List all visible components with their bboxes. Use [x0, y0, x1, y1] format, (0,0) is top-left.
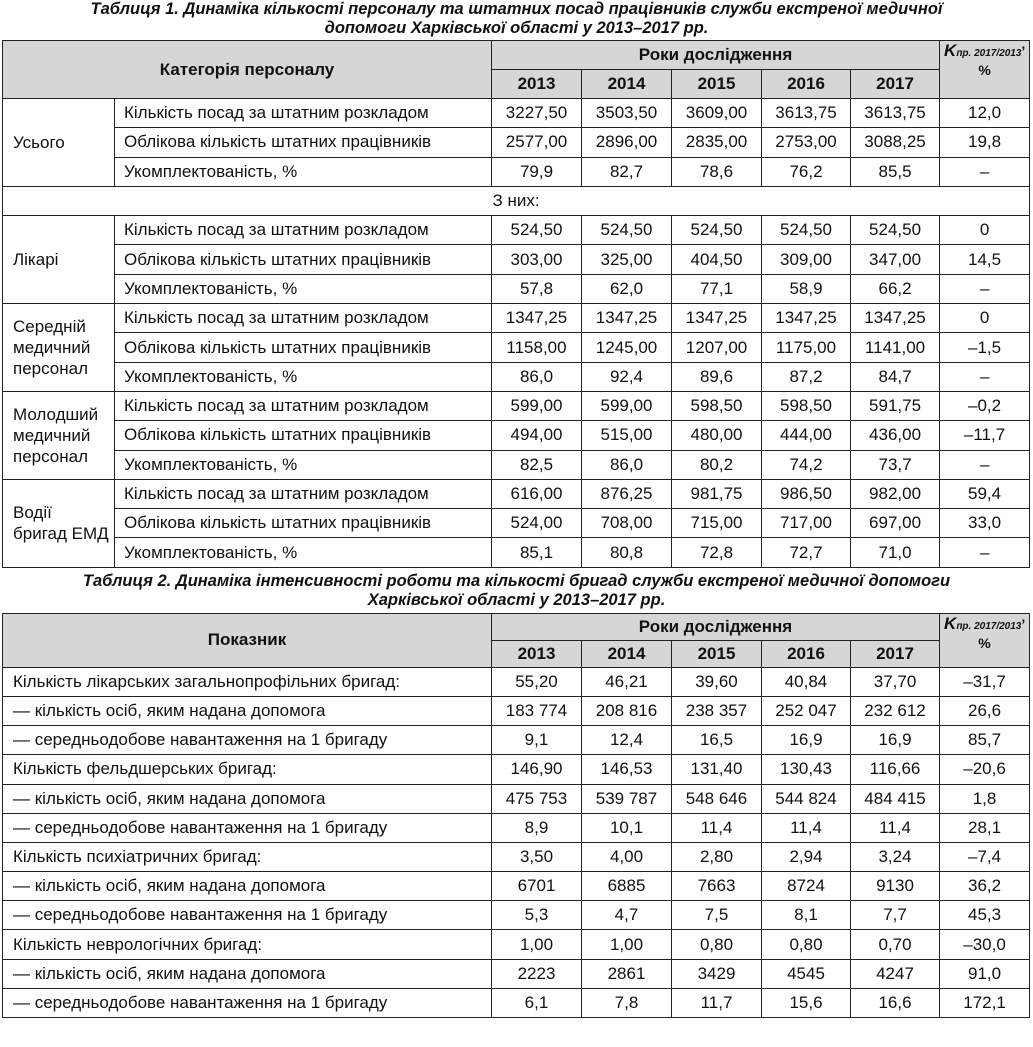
- staff-table: [2, 40, 1030, 568]
- row-label: — середньодобове навантаження на 1 бригаду: [3, 813, 492, 842]
- row-label: Кількість лікарських загальнопрофільних бригад:: [3, 667, 492, 696]
- value-cell: 74,2: [762, 450, 851, 479]
- header-year-2013: 2013: [492, 70, 582, 99]
- value-cell: 232 612: [851, 696, 940, 725]
- value-cell: 4545: [762, 959, 851, 988]
- row-label: Кількість неврологічних бригад:: [3, 930, 492, 959]
- k-cell: 36,2: [940, 872, 1030, 901]
- value-cell: 982,00: [851, 479, 940, 508]
- value-cell: 76,2: [762, 157, 851, 186]
- value-cell: 46,21: [582, 667, 672, 696]
- value-cell: 6701: [492, 872, 582, 901]
- value-cell: 715,00: [672, 509, 762, 538]
- value-cell: 515,00: [582, 421, 672, 450]
- table-row: [3, 667, 1030, 696]
- table1-caption: [0, 0, 1033, 40]
- value-cell: 73,7: [851, 450, 940, 479]
- table-row: [3, 479, 1030, 508]
- value-cell: 7,8: [582, 988, 672, 1017]
- table-row: [3, 333, 1030, 362]
- value-cell: 2861: [582, 959, 672, 988]
- table-row: [3, 959, 1030, 988]
- value-cell: 62,0: [582, 274, 672, 303]
- k-cell: –20,6: [940, 755, 1030, 784]
- value-cell: 146,53: [582, 755, 672, 784]
- value-cell: 444,00: [762, 421, 851, 450]
- header-year-2014: 2014: [582, 640, 672, 667]
- k-cell: 28,1: [940, 813, 1030, 842]
- value-cell: 981,75: [672, 479, 762, 508]
- value-cell: 11,4: [672, 813, 762, 842]
- table1-caption-line1: Таблиця 1. Динаміка кількості персоналу та штатних посад працівників служби екстреної медичної: [90, 0, 943, 18]
- group-name: Усього: [3, 99, 115, 187]
- value-cell: 524,50: [582, 216, 672, 245]
- value-cell: 3088,25: [851, 128, 940, 157]
- staff-table-header: [3, 41, 1030, 99]
- value-cell: 2577,00: [492, 128, 582, 157]
- row-label: Укомплектованість, %: [115, 274, 492, 303]
- value-cell: 5,3: [492, 901, 582, 930]
- value-cell: 238 357: [672, 696, 762, 725]
- value-cell: 539 787: [582, 784, 672, 813]
- value-cell: 11,4: [851, 813, 940, 842]
- value-cell: 78,6: [672, 157, 762, 186]
- value-cell: 6885: [582, 872, 672, 901]
- table-row: [3, 99, 1030, 128]
- table-row: [3, 274, 1030, 303]
- table2-caption: [0, 568, 1033, 613]
- table-row: [3, 421, 1030, 450]
- row-label: Укомплектованість, %: [115, 450, 492, 479]
- value-cell: 252 047: [762, 696, 851, 725]
- table2-caption-line1: Таблиця 2. Динаміка інтенсивності роботи та кількості бригад служби екстреної медичної допомоги: [82, 571, 951, 590]
- value-cell: 72,7: [762, 538, 851, 567]
- value-cell: 616,00: [492, 479, 582, 508]
- value-cell: 116,66: [851, 755, 940, 784]
- value-cell: 524,00: [492, 509, 582, 538]
- value-cell: 3609,00: [672, 99, 762, 128]
- value-cell: 876,25: [582, 479, 672, 508]
- value-cell: 80,2: [672, 450, 762, 479]
- value-cell: 480,00: [672, 421, 762, 450]
- table2-caption-line2: Харківської області у 2013–2017 рр.: [367, 590, 666, 609]
- value-cell: 82,5: [492, 450, 582, 479]
- group-name: Лікарі: [3, 216, 115, 304]
- value-cell: 55,20: [492, 667, 582, 696]
- value-cell: 1347,25: [851, 304, 940, 333]
- group-name: Водії бригад ЕМД: [3, 479, 115, 567]
- value-cell: 131,40: [672, 755, 762, 784]
- k-cell: –30,0: [940, 930, 1030, 959]
- row-label: Облікова кількість штатних працівників: [115, 509, 492, 538]
- value-cell: 524,50: [492, 216, 582, 245]
- k-cell: 172,1: [940, 988, 1030, 1017]
- value-cell: 40,84: [762, 667, 851, 696]
- value-cell: 2223: [492, 959, 582, 988]
- k-cell: 0: [940, 216, 1030, 245]
- value-cell: 986,50: [762, 479, 851, 508]
- value-cell: 80,8: [582, 538, 672, 567]
- header-k-subscript: пр. 2017/2013: [956, 48, 1022, 59]
- header-k-tail: ’: [1021, 615, 1026, 632]
- value-cell: 0,70: [851, 930, 940, 959]
- k-cell: –1,5: [940, 333, 1030, 362]
- subheading-row: [3, 186, 1030, 215]
- value-cell: 598,50: [672, 391, 762, 420]
- k-cell: 0: [940, 304, 1030, 333]
- table-row: [3, 509, 1030, 538]
- value-cell: 591,75: [851, 391, 940, 420]
- value-cell: 92,4: [582, 362, 672, 391]
- value-cell: 598,50: [762, 391, 851, 420]
- row-label: — середньодобове навантаження на 1 бригаду: [3, 988, 492, 1017]
- value-cell: 717,00: [762, 509, 851, 538]
- row-label: Кількість фельдшерських бригад:: [3, 755, 492, 784]
- table-row: [3, 245, 1030, 274]
- value-cell: 12,4: [582, 726, 672, 755]
- header-k-unit: %: [978, 62, 991, 78]
- row-label: Укомплектованість, %: [115, 157, 492, 186]
- table-row: [3, 304, 1030, 333]
- value-cell: 1175,00: [762, 333, 851, 362]
- row-label: Кількість посад за штатним розкладом: [115, 99, 492, 128]
- value-cell: 9,1: [492, 726, 582, 755]
- value-cell: 1158,00: [492, 333, 582, 362]
- k-cell: 91,0: [940, 959, 1030, 988]
- value-cell: 87,2: [762, 362, 851, 391]
- value-cell: 494,00: [492, 421, 582, 450]
- table-row: [3, 988, 1030, 1017]
- brigades-table-header: [3, 613, 1030, 667]
- row-label: Укомплектованість, %: [115, 538, 492, 567]
- header-year-2015: 2015: [672, 640, 762, 667]
- value-cell: 66,2: [851, 274, 940, 303]
- value-cell: 524,50: [851, 216, 940, 245]
- value-cell: 544 824: [762, 784, 851, 813]
- table-row: [3, 901, 1030, 930]
- value-cell: 524,50: [762, 216, 851, 245]
- row-label: Кількість психіатричних бригад:: [3, 842, 492, 871]
- table-row: [3, 842, 1030, 871]
- row-label: — середньодобове навантаження на 1 бригаду: [3, 726, 492, 755]
- header-years: Роки дослідження: [492, 41, 940, 70]
- header-year-2017: 2017: [851, 70, 940, 99]
- header-year-2015: 2015: [672, 70, 762, 99]
- table-row: [3, 755, 1030, 784]
- value-cell: 1245,00: [582, 333, 672, 362]
- value-cell: 77,1: [672, 274, 762, 303]
- value-cell: 1141,00: [851, 333, 940, 362]
- k-cell: –: [940, 450, 1030, 479]
- value-cell: 1347,25: [762, 304, 851, 333]
- row-label: — кількість осіб, яким надана допомога: [3, 872, 492, 901]
- row-label: Кількість посад за штатним розкладом: [115, 391, 492, 420]
- table-row: [3, 450, 1030, 479]
- value-cell: 1347,25: [582, 304, 672, 333]
- value-cell: 79,9: [492, 157, 582, 186]
- value-cell: 1347,25: [672, 304, 762, 333]
- table-row: [3, 696, 1030, 725]
- value-cell: 10,1: [582, 813, 672, 842]
- value-cell: 130,43: [762, 755, 851, 784]
- table-row: [3, 930, 1030, 959]
- row-label: Укомплектованість, %: [115, 362, 492, 391]
- table1-caption-line2: допомоги Харківської області у 2013–2017 рр.: [324, 19, 709, 37]
- value-cell: 16,5: [672, 726, 762, 755]
- header-year-2017: 2017: [851, 640, 940, 667]
- value-cell: 4,00: [582, 842, 672, 871]
- value-cell: 2753,00: [762, 128, 851, 157]
- table-row: [3, 726, 1030, 755]
- k-cell: 14,5: [940, 245, 1030, 274]
- header-k-symbol: K: [944, 613, 957, 633]
- header-years: Роки дослідження: [492, 613, 940, 640]
- header-k-tail: ’: [1021, 43, 1026, 59]
- value-cell: 84,7: [851, 362, 940, 391]
- row-label: Кількість посад за штатним розкладом: [115, 216, 492, 245]
- value-cell: 85,1: [492, 538, 582, 567]
- value-cell: 404,50: [672, 245, 762, 274]
- value-cell: 8724: [762, 872, 851, 901]
- header-year-2013: 2013: [492, 640, 582, 667]
- value-cell: 436,00: [851, 421, 940, 450]
- value-cell: 599,00: [492, 391, 582, 420]
- value-cell: 7,7: [851, 901, 940, 930]
- value-cell: 7,5: [672, 901, 762, 930]
- value-cell: 697,00: [851, 509, 940, 538]
- header-year-2014: 2014: [582, 70, 672, 99]
- table-row: [3, 128, 1030, 157]
- k-cell: –11,7: [940, 421, 1030, 450]
- value-cell: 4247: [851, 959, 940, 988]
- header-k-unit: %: [978, 634, 991, 651]
- k-cell: 45,3: [940, 901, 1030, 930]
- value-cell: 484 415: [851, 784, 940, 813]
- table-row: [3, 784, 1030, 813]
- brigades-table: [2, 613, 1030, 1018]
- k-cell: –: [940, 274, 1030, 303]
- value-cell: 82,7: [582, 157, 672, 186]
- k-cell: –: [940, 362, 1030, 391]
- value-cell: 183 774: [492, 696, 582, 725]
- value-cell: 9130: [851, 872, 940, 901]
- value-cell: 39,60: [672, 667, 762, 696]
- table-row: [3, 362, 1030, 391]
- value-cell: 86,0: [492, 362, 582, 391]
- value-cell: 1,00: [582, 930, 672, 959]
- value-cell: 303,00: [492, 245, 582, 274]
- value-cell: 2,80: [672, 842, 762, 871]
- row-label: — середньодобове навантаження на 1 бригаду: [3, 901, 492, 930]
- value-cell: 85,5: [851, 157, 940, 186]
- table-row: [3, 538, 1030, 567]
- value-cell: 2896,00: [582, 128, 672, 157]
- k-cell: 85,7: [940, 726, 1030, 755]
- value-cell: 57,8: [492, 274, 582, 303]
- value-cell: 16,6: [851, 988, 940, 1017]
- value-cell: 3503,50: [582, 99, 672, 128]
- value-cell: 347,00: [851, 245, 940, 274]
- table-row: [3, 391, 1030, 420]
- table-row: [3, 872, 1030, 901]
- k-cell: –0,2: [940, 391, 1030, 420]
- value-cell: 16,9: [762, 726, 851, 755]
- value-cell: 8,1: [762, 901, 851, 930]
- value-cell: 3613,75: [851, 99, 940, 128]
- value-cell: 71,0: [851, 538, 940, 567]
- value-cell: 4,7: [582, 901, 672, 930]
- value-cell: 8,9: [492, 813, 582, 842]
- k-cell: 1,8: [940, 784, 1030, 813]
- value-cell: 3429: [672, 959, 762, 988]
- header-k-subscript: пр. 2017/2013: [956, 620, 1022, 632]
- k-cell: –: [940, 157, 1030, 186]
- value-cell: 0,80: [672, 930, 762, 959]
- value-cell: 37,70: [851, 667, 940, 696]
- value-cell: 3227,50: [492, 99, 582, 128]
- row-label: — кількість осіб, яким надана допомога: [3, 696, 492, 725]
- value-cell: 1,00: [492, 930, 582, 959]
- staff-table-body: [3, 99, 1030, 568]
- table-row: [3, 216, 1030, 245]
- header-indicator: Показник: [3, 613, 492, 667]
- row-label: Кількість посад за штатним розкладом: [115, 304, 492, 333]
- row-label: — кількість осіб, яким надана допомога: [3, 784, 492, 813]
- value-cell: 72,8: [672, 538, 762, 567]
- value-cell: 548 646: [672, 784, 762, 813]
- value-cell: 7663: [672, 872, 762, 901]
- value-cell: 11,7: [672, 988, 762, 1017]
- value-cell: 708,00: [582, 509, 672, 538]
- row-label: Облікова кількість штатних працівників: [115, 245, 492, 274]
- value-cell: 325,00: [582, 245, 672, 274]
- value-cell: 599,00: [582, 391, 672, 420]
- value-cell: 208 816: [582, 696, 672, 725]
- k-cell: –: [940, 538, 1030, 567]
- value-cell: 524,50: [672, 216, 762, 245]
- value-cell: 89,6: [672, 362, 762, 391]
- subheading-cell: З них:: [3, 186, 1030, 215]
- header-year-2016: 2016: [762, 640, 851, 667]
- k-cell: 33,0: [940, 509, 1030, 538]
- group-name: Молодший медичний персонал: [3, 391, 115, 479]
- table-row: [3, 813, 1030, 842]
- value-cell: 146,90: [492, 755, 582, 784]
- value-cell: 475 753: [492, 784, 582, 813]
- row-label: Облікова кількість штатних працівників: [115, 421, 492, 450]
- k-cell: 59,4: [940, 479, 1030, 508]
- value-cell: 3613,75: [762, 99, 851, 128]
- value-cell: 16,9: [851, 726, 940, 755]
- header-k-symbol: K: [944, 41, 957, 60]
- value-cell: 3,50: [492, 842, 582, 871]
- k-cell: 19,8: [940, 128, 1030, 157]
- value-cell: 1207,00: [672, 333, 762, 362]
- row-label: Облікова кількість штатних працівників: [115, 128, 492, 157]
- value-cell: 3,24: [851, 842, 940, 871]
- value-cell: 11,4: [762, 813, 851, 842]
- row-label: Кількість посад за штатним розкладом: [115, 479, 492, 508]
- value-cell: 2,94: [762, 842, 851, 871]
- header-year-2016: 2016: [762, 70, 851, 99]
- k-cell: –7,4: [940, 842, 1030, 871]
- value-cell: 2835,00: [672, 128, 762, 157]
- group-name: Середній медичний персонал: [3, 304, 115, 392]
- brigades-table-body: [3, 667, 1030, 1017]
- k-cell: –31,7: [940, 667, 1030, 696]
- k-cell: 12,0: [940, 99, 1030, 128]
- header-k: [940, 613, 1030, 667]
- value-cell: 309,00: [762, 245, 851, 274]
- header-k: [940, 41, 1030, 99]
- row-label: Облікова кількість штатних працівників: [115, 333, 492, 362]
- k-cell: 26,6: [940, 696, 1030, 725]
- value-cell: 6,1: [492, 988, 582, 1017]
- header-category: Категорія персоналу: [3, 41, 492, 99]
- value-cell: 0,80: [762, 930, 851, 959]
- row-label: — кількість осіб, яким надана допомога: [3, 959, 492, 988]
- value-cell: 15,6: [762, 988, 851, 1017]
- value-cell: 58,9: [762, 274, 851, 303]
- value-cell: 86,0: [582, 450, 672, 479]
- value-cell: 1347,25: [492, 304, 582, 333]
- table-row: [3, 157, 1030, 186]
